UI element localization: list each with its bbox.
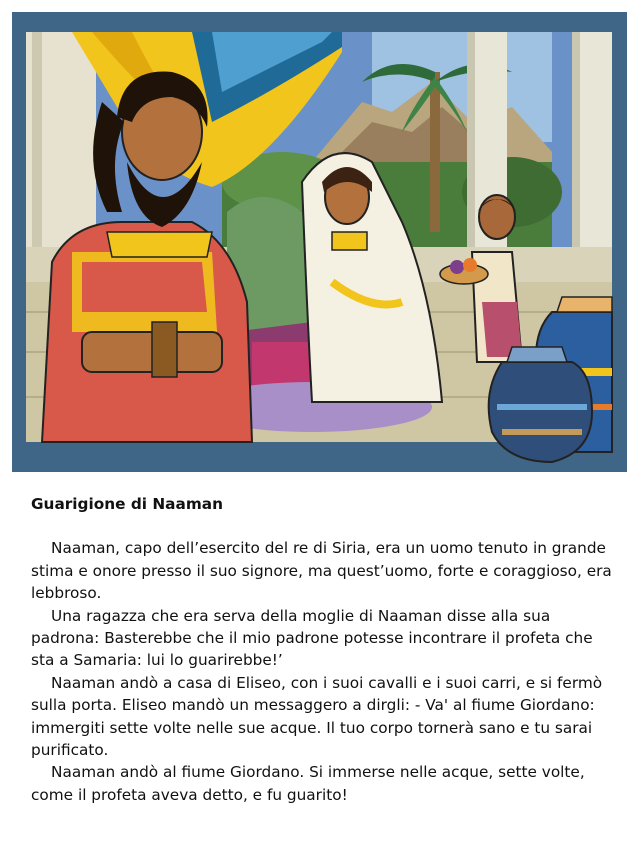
story-paragraph: Una ragazza che era serva della moglie di Naaman disse alla sua padrona: Basterebbe che il mio padrone potesse incontrare il profeta che sta a Samaria: lui lo guarirebbe!’ — [31, 606, 593, 670]
story-illustration — [12, 12, 627, 472]
story-text — [31, 493, 616, 806]
story-paragraph: Naaman, capo dell’esercito del re di Siria, era un uomo tenuto in grande stima e onore presso il suo signore, ma quest’uomo, forte e coraggioso, era lebbroso. — [31, 539, 612, 603]
story-paragraph: Naaman andò al fiume Giordano. Si immerse nelle acque, sette volte, come il profeta aveva detto, e fu guarito! — [31, 763, 585, 804]
story-title: Guarigione di Naaman — [31, 495, 223, 513]
story-paragraph: Naaman andò a casa di Eliseo, con i suoi cavalli e i suoi carri, e si fermò sulla porta. Eliseo mandò un messaggero a dirgli: - Va' al fiume Giordano: immergiti sette volte nelle sue acque. Il tuo corpo tornerà sano e tu sarai purificato. — [31, 673, 603, 760]
